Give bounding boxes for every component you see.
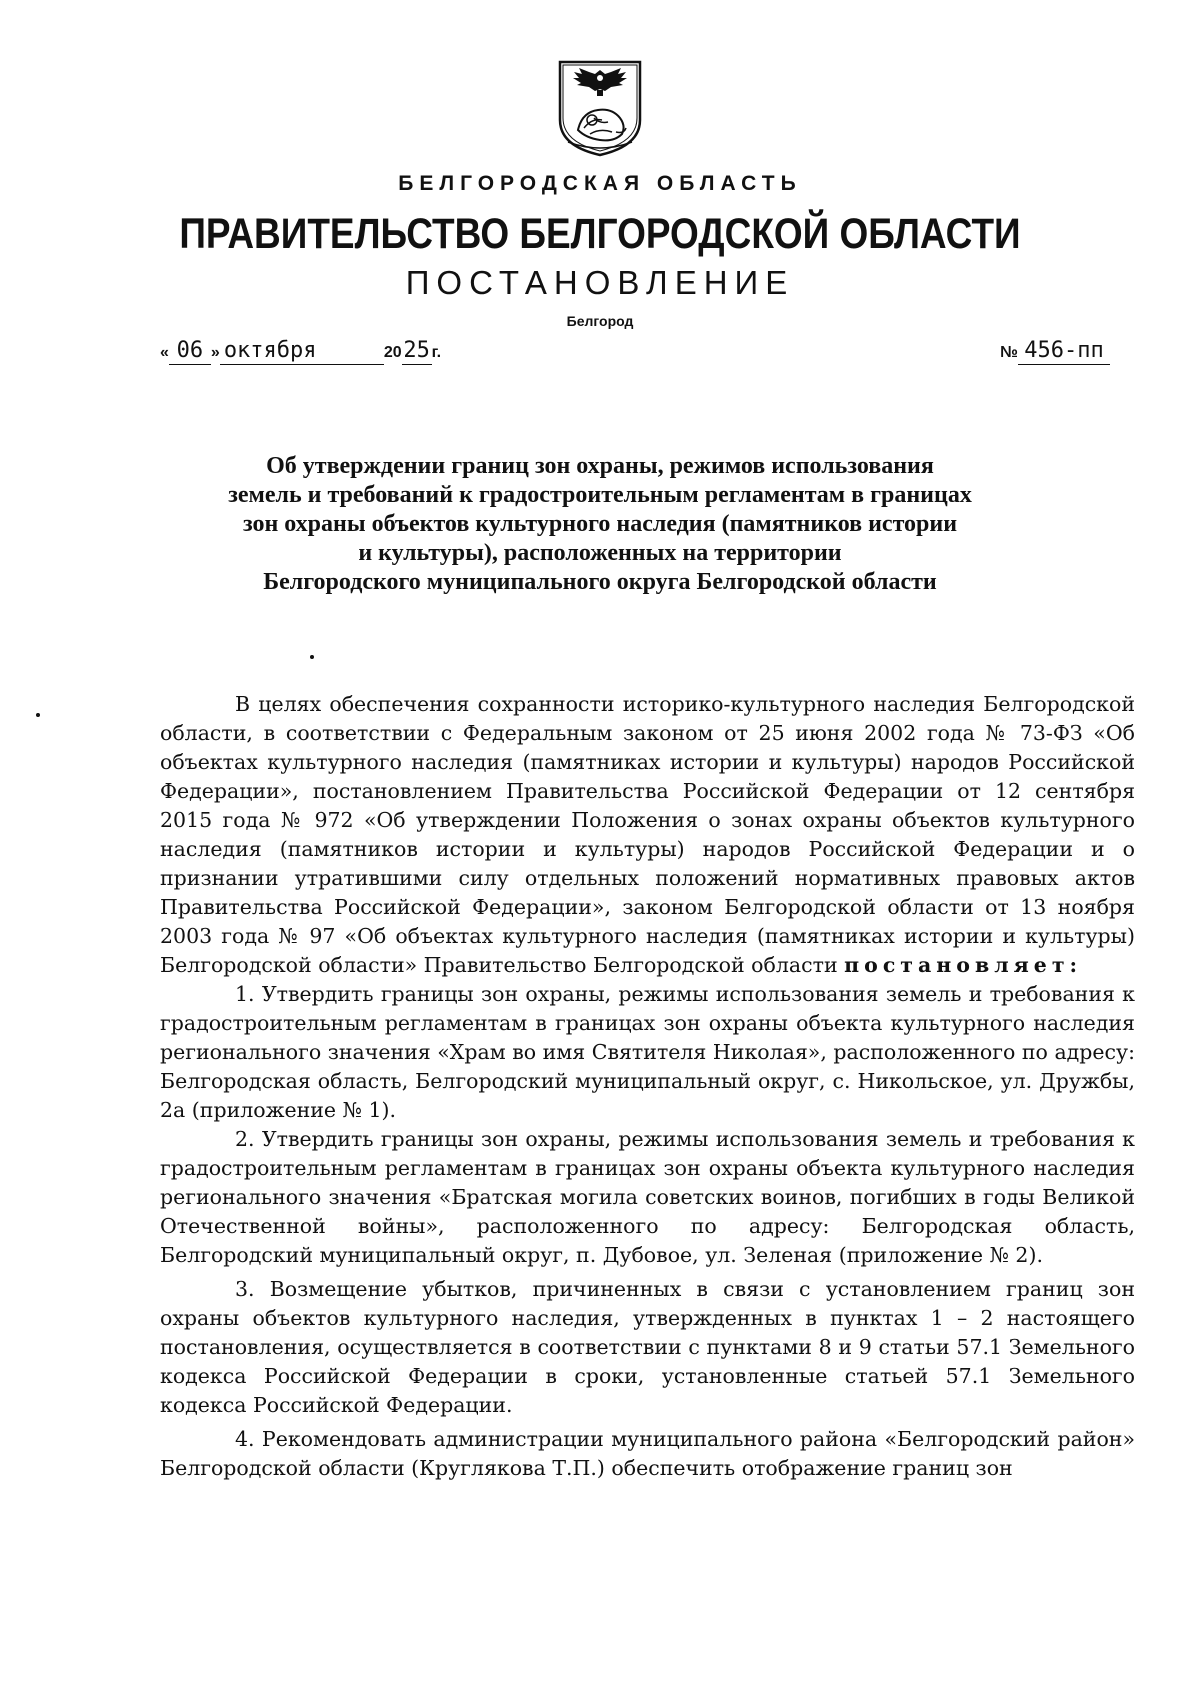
preamble-paragraph: [160, 690, 1135, 980]
document-body: [160, 690, 1135, 1483]
document-date: [160, 338, 441, 365]
date-month: октября: [220, 338, 384, 365]
number-label: №: [1000, 344, 1018, 361]
city-label: Белгород: [566, 313, 634, 329]
coat-of-arms-emblem: [554, 58, 646, 158]
scan-speck: [36, 713, 40, 717]
number-value: 456-пп: [1018, 338, 1110, 365]
preamble-text: В целях обеспечения сохранности историко-культурного наследия Белгородской области, в соответствии с Федеральным законом от 25 июня 2002 года № 73-ФЗ «Об объектах культурного наследия (памятниках истории и культуры) народов Российской Федерации», постановлением Правительства Российской Федерации от 12 сентября 2015 года № 972 «Об утверждении Положения о зонах охраны объектов культурного наследия (памятников истории и культуры) народов Российской Федерации и о признании утратившими силу отдельных положений нормативных правовых актов Правительства Российской Федерации», законом Белгородской области от 13 ноября 2003 года № 97 «Об объектах культурного наследия (памятниках истории и культуры) Белгородской области» Правительство Белгородской области: [160, 692, 1135, 977]
date-suffix: г.: [431, 344, 442, 361]
resolves-keyword: постановляет:: [844, 953, 1083, 977]
date-day: 06: [169, 338, 211, 365]
subject-line: Об утверждении границ зон охраны, режимов использования: [266, 453, 934, 479]
document-type-title: ПОСТАНОВЛЕНИЕ: [405, 264, 795, 301]
date-century: 20: [383, 344, 402, 361]
document-subject: [160, 452, 1040, 597]
date-open-quote: «: [160, 344, 169, 361]
item-paragraph-4: 4. Рекомендовать администрации муниципального района «Белгородский район» Белгородской области (Круглякова Т.П.) обеспечить отображение границ зон: [160, 1427, 1135, 1480]
subject-line: земель и требований к градостроительным регламентам в границах: [228, 482, 972, 508]
item-paragraph-1: 1. Утвердить границы зон охраны, режимы использования земель и требования к градостроительным регламентам в границах зон охраны объекта культурного наследия регионального значения «Храм во имя Святителя Николая», расположенного по адресу: Белгородская область, Белгородский муниципальный округ, с. Никольское, ул. Дружбы, 2а (приложение № 1).: [160, 982, 1135, 1122]
date-year: 25: [403, 338, 430, 363]
subject-line: Белгородского муниципального округа Белгородской области: [263, 569, 937, 595]
subject-line: и культуры), расположенных на территории: [358, 540, 842, 566]
subject-line: зон охраны объектов культурного наследия (памятников истории: [242, 511, 958, 537]
document-number: [1000, 338, 1110, 365]
government-title: ПРАВИТЕЛЬСТВО БЕЛГОРОДСКОЙ ОБЛАСТИ: [179, 210, 1021, 258]
date-close-quote: »: [210, 344, 220, 361]
scan-speck: [310, 655, 314, 659]
item-paragraph-2: 2. Утвердить границы зон охраны, режимы использования земель и требования к градостроительным регламентам в границах зон охраны объекта культурного наследия регионального значения «Братская могила советских воинов, погибших в годы Великой Отечественной войны», расположенного по адресу: Белгородская область, Белгородский муниципальный округ, п. Дубовое, ул. Зеленая (приложение № 2).: [160, 1127, 1135, 1267]
item-paragraph-3: 3. Возмещение убытков, причиненных в связи с установлением границ зон охраны объектов культурного наследия, утвержденных в пунктах 1 – 2 настоящего постановления, осуществляется в соответствии с пунктами 8 и 9 статьи 57.1 Земельного кодекса Российской Федерации в сроки, установленные статьей 57.1 Земельного кодекса Российской Федерации.: [160, 1277, 1135, 1417]
region-caption: БЕЛГОРОДСКАЯ ОБЛАСТЬ: [398, 172, 802, 195]
